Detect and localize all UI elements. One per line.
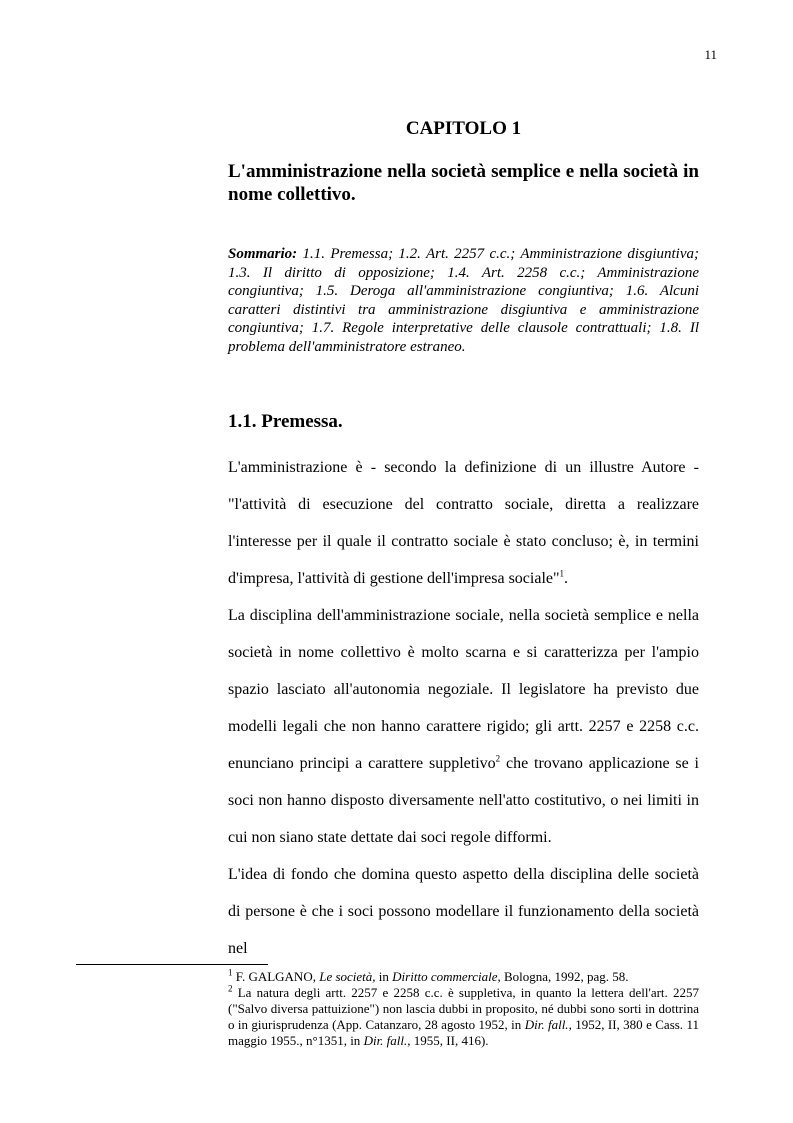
section-heading: 1.1. Premessa. [228,411,343,432]
body-paragraph-1: L'amministrazione è - secondo la definizione di un illustre Autore - "l'attività di esecuzione del contratto sociale, diretta a realizzare l'interesse per il quale il contratto sociale è stato concluso; è, in termini d'impresa, l'attività di gestione dell'impresa sociale"$^1$. [228,459,699,587]
footnote-divider [76,964,268,965]
chapter-title: CAPITOLO 1 [405,118,522,139]
footnote-ref-1: 1 [559,568,565,579]
footnote-ref-2: 2 [495,753,501,764]
summary-text: 1.1. Premessa; 1.2. Art. 2257 c.c.; Amministrazione disgiuntiva; 1.3. Il diritto di opposizione; 1.4. Art. 2258 c.c.; Amministrazione congiuntiva; 1.5. Deroga all'amministrazione congiuntiva; 1.6. Alcuni caratteri distintivi tra amministrazione disgiuntiva e amministrazione congiuntiva; 1.7. Regole interpretative delle clausole contrattuali; 1.8. Il problema dell'amministratore estraneo. [228,246,699,355]
footnote-1: $^1$ F. GALGANO, Le società, in Diritto commerciale, Bologna, 1992, pag. 58. [228,967,629,984]
summary-label: Sommario: [228,246,298,262]
chapter-subtitle: L'amministrazione nella società semplice e nella società in nome collettivo. [228,161,699,205]
chapter-summary [228,245,699,356]
page-number: 11 [704,47,717,62]
body-paragraph-3: L'idea di fondo che domina questo aspetto della disciplina delle società di persone è che i soci possono modellare il funzionamento della società nel [228,866,699,957]
footnotes [228,969,699,1049]
body-paragraph-2: La disciplina dell'amministrazione sociale, nella società semplice e nella società in nome collettivo è molto scarna e si caratterizza per l'ampio spazio lasciato all'autonomia negoziale. Il legislatore ha previsto due modelli legali che non hanno carattere rigido; gli artt. 2257 e 2258 c.c. enunciano principi a carattere suppletivo$^2$ che trovano applicazione se i soci non hanno disposto diversamente nell'atto costitutivo, o nei limiti in cui non siano state dettate dai soci regole difformi. [228,607,699,846]
footnote-2: $^2$ La natura degli artt. 2257 e 2258 c.c. è suppletiva, in quanto la lettera dell'art. 2257 ("Salvo diversa pattuizione") non lascia dubbi in proposito, né dubbi sono sorti in dottrina o in giurisprudenza (App. Catanzaro, 28 agosto 1952, in Dir. fall., 1952, II, 380 e Cass. 11 maggio 1955., n°1351, in Dir. fall., 1955, II, 416). [228,983,699,1048]
body-text [228,449,699,967]
